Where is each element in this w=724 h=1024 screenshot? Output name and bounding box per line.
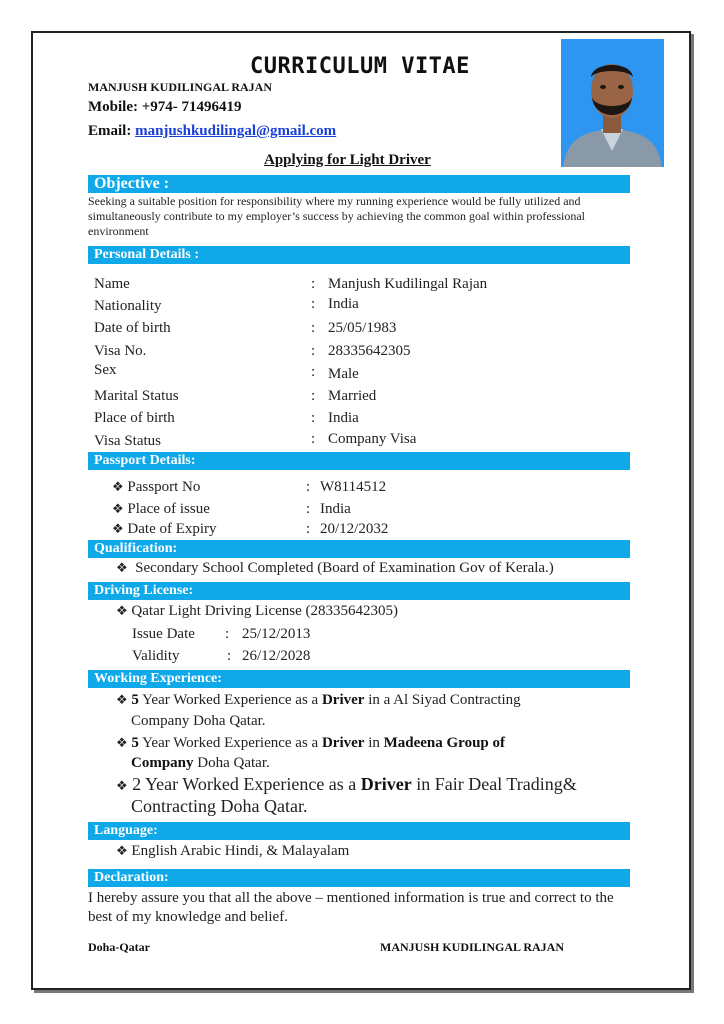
bullet-icon: ❖: [116, 735, 128, 750]
bullet-icon: ❖: [112, 501, 124, 516]
license-item: ❖ Qatar Light Driving License (28335642305): [116, 603, 399, 619]
working-experience-heading: Working Experience:: [88, 670, 630, 688]
email-link[interactable]: manjushkudilingal@gmail.com: [135, 123, 337, 139]
personal-label-name: Name: [94, 276, 130, 292]
license-validity-label: Validity: [132, 648, 180, 664]
driving-license-heading: Driving License:: [88, 582, 630, 600]
colon: :: [227, 648, 232, 664]
colon: :: [311, 320, 316, 336]
bullet-icon: ❖: [116, 692, 128, 707]
personal-label-sex: Sex: [94, 362, 117, 378]
mobile-line: [88, 99, 242, 116]
applying-for-heading: Applying for Light Driver: [264, 152, 431, 168]
language-heading: Language:: [88, 822, 630, 840]
personal-value-name: Manjush Kudilingal Rajan: [328, 276, 488, 292]
passport-row-place: ❖ Place of issue: [112, 501, 210, 517]
passport-row-expiry: ❖ Date of Expiry: [112, 521, 217, 537]
personal-label-nationality: Nationality: [94, 298, 162, 314]
colon: :: [311, 431, 316, 447]
personal-label-marital-status: Marital Status: [94, 388, 179, 404]
personal-value-sex: Male: [328, 366, 359, 382]
license-validity-value: 26/12/2028: [242, 648, 311, 664]
colon: :: [311, 296, 316, 312]
colon: :: [306, 501, 311, 517]
signature-place: Doha-Qatar: [88, 940, 150, 954]
bullet-icon: ❖: [116, 560, 128, 575]
colon: :: [311, 410, 316, 426]
personal-value-visa-no: 28335642305: [328, 343, 411, 359]
experience-item-3: ❖ 2 Year Worked Experience as a Driver in Fair Deal Trading&: [116, 774, 577, 794]
mobile-label: Mobile:: [88, 99, 138, 115]
bullet-icon: ❖: [112, 479, 124, 494]
profile-photo: [561, 39, 664, 167]
signature-name: MANJUSH KUDILINGAL RAJAN: [380, 940, 565, 954]
experience-item-1-line2: Company Doha Qatar.: [131, 713, 266, 729]
colon: :: [311, 276, 316, 292]
personal-details-heading: Personal Details :: [88, 246, 630, 264]
experience-item-2-line2: Company Doha Qatar.: [131, 755, 270, 771]
personal-value-nationality: India: [328, 296, 359, 312]
language-item: ❖ English Arabic Hindi, & Malayalam: [116, 843, 350, 859]
applicant-name: MANJUSH KUDILINGAL RAJAN: [88, 80, 273, 94]
qualification-heading: Qualification:: [88, 540, 630, 558]
colon: :: [306, 479, 311, 495]
personal-value-dob: 25/05/1983: [328, 320, 397, 336]
passport-value-place: India: [320, 501, 351, 517]
bullet-icon: ❖: [116, 778, 128, 793]
colon: :: [311, 343, 316, 359]
declaration-heading: Declaration:: [88, 869, 630, 887]
mobile-number: +974- 71496419: [141, 99, 242, 115]
qualification-item: ❖ Secondary School Completed (Board of Examination Gov of Kerala.): [116, 560, 554, 576]
personal-label-visa-status: Visa Status: [94, 433, 162, 449]
profile-photo-illustration: [561, 39, 664, 167]
colon: :: [311, 388, 316, 404]
passport-value-number: W8114512: [320, 479, 387, 495]
personal-label-place-of-birth: Place of birth: [94, 410, 175, 426]
objective-heading: Objective :: [88, 175, 630, 193]
experience-item-1: ❖ 5 Year Worked Experience as a Driver in a Al Siyad Contracting: [116, 692, 521, 708]
passport-row-number: ❖ Passport No: [112, 479, 201, 495]
license-issue-value: 25/12/2013: [242, 626, 311, 642]
experience-item-3-line2: Contracting Doha Qatar.: [131, 796, 308, 816]
personal-value-visa-status: Company Visa: [328, 431, 417, 447]
colon: :: [306, 521, 311, 537]
email-label: Email:: [88, 123, 132, 139]
passport-details-heading: Passport Details:: [88, 452, 630, 470]
personal-value-marital-status: Married: [328, 388, 377, 404]
bullet-icon: ❖: [116, 843, 128, 858]
personal-label-visa-no: Visa No.: [94, 343, 147, 359]
cv-title: CURRICULUM VITAE: [250, 54, 470, 79]
personal-value-place-of-birth: India: [328, 410, 359, 426]
bullet-icon: ❖: [116, 603, 128, 618]
colon: :: [311, 364, 316, 380]
declaration-text: I hereby assure you that all the above – mentioned information is true and correct to the best of my knowledge and belief.: [88, 890, 614, 925]
license-issue-label: Issue Date: [132, 626, 195, 642]
experience-item-2: ❖ 5 Year Worked Experience as a Driver in Madeena Group of: [116, 735, 506, 751]
email-line: [88, 123, 336, 140]
passport-value-expiry: 20/12/2032: [320, 521, 389, 537]
colon: :: [225, 626, 230, 642]
bullet-icon: ❖: [112, 521, 124, 536]
personal-label-dob: Date of birth: [94, 320, 171, 336]
objective-text: Seeking a suitable position for responsibility where my running experience would be fully utilized and simultaneously contribute to my employer’s success by achieving the common goal within professional environment: [88, 194, 586, 238]
